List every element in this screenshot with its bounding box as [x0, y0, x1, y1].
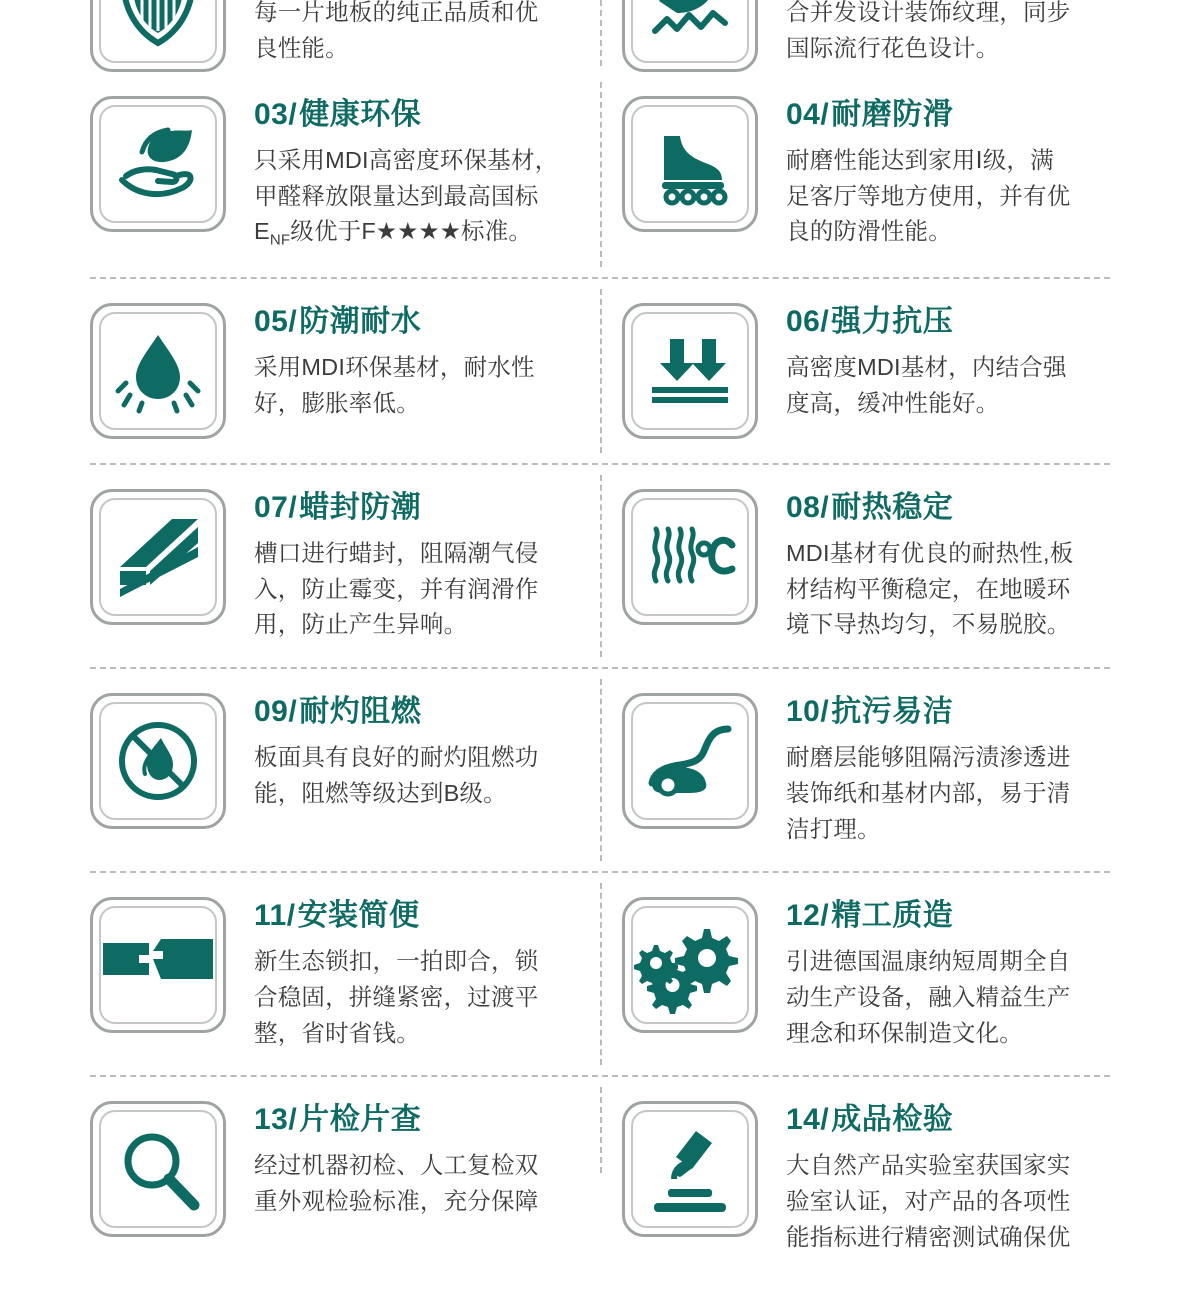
feature-card-09: [90, 669, 600, 871]
feature-text-06: [758, 303, 1067, 421]
feature-desc-10: 耐磨层能够阻隔污渍渗透进 装饰纸和基材内部，易于清 洁打理。: [786, 744, 1071, 842]
feature-desc-01: 每一片地板的纯正品质和优 良性能。: [254, 0, 539, 61]
feature-text-12: [758, 897, 1070, 1051]
feature-card-01: [90, 0, 600, 72]
feature-title-13: 13/片检片查: [254, 1103, 422, 1137]
feature-text-03: [226, 96, 558, 253]
feature-row-6: [90, 871, 1110, 1075]
feature-title-10: 10/抗污易洁: [786, 695, 954, 729]
feature-title-03: 03/健康环保: [254, 98, 422, 131]
feature-title-14: 14/成品检验: [786, 1103, 954, 1137]
feature-row-5: [90, 667, 1110, 871]
feature-grid: [0, 72, 1200, 1250]
compression-arrows-icon: [622, 303, 758, 439]
feature-row-partial-top: [90, 0, 1110, 72]
feature-desc-08: MDI基材有优良的耐热性,板 材结构平衡稳定，在地暖环 境下导热均匀，不易脱胶。: [786, 539, 1074, 638]
feature-desc-07: 槽口进行蜡封，阻隔潮气侵 入，防止霉变，并有润滑作 用，防止产生异响。: [254, 539, 539, 638]
feature-desc-04: 耐磨性能达到家用Ⅰ级，满 足客厅等地方使用，并有优 良的防滑性能。: [786, 147, 1071, 245]
feature-title-08: 08/耐热稳定: [786, 490, 954, 524]
feature-desc-12: 引进德国温康纳短周期全自 动生产设备，融入精益生产 理念和环保制造文化。: [786, 948, 1071, 1046]
feature-card-08: [600, 465, 1110, 667]
feature-card-11: [90, 873, 600, 1075]
feature-text-04: [758, 96, 1070, 250]
feature-desc-09: 板面具有良好的耐灼阻燃功 能，阻燃等级达到B级。: [254, 744, 539, 806]
heat-celsius-icon: [622, 489, 758, 625]
feature-text-01: [226, 0, 538, 66]
roller-skate-icon: [622, 96, 758, 232]
lock-joint-icon: [90, 897, 226, 1033]
plank-wax-icon: [90, 489, 226, 625]
feature-desc-03: 只采用MDI高密度环保基材， 甲醛释放限量达到最高国标 $E_{NF}$级优于F★★★★标准。: [254, 147, 559, 250]
gears-icon: [622, 897, 758, 1033]
feature-card-06: [600, 279, 1110, 463]
feature-desc-02: 合并发设计装饰纹理，同步 国际流行花色设计。: [786, 0, 1071, 61]
feature-title-09: 09/耐灼阻燃: [254, 695, 422, 729]
feature-row-2: [90, 72, 1110, 277]
hand-leaf-icon: [90, 96, 226, 232]
feature-card-14: [600, 1077, 1110, 1250]
feature-text-11: [226, 897, 538, 1051]
feature-desc-06: 高密度MDI基材，内结合强 度高，缓冲性能好。: [786, 353, 1067, 416]
feature-text-02: [758, 0, 1070, 66]
feature-title-11: 11/安装简便: [254, 899, 420, 933]
feature-row-partial-bottom: [90, 1075, 1110, 1250]
feature-text-08: [758, 489, 1073, 643]
feature-title-05: 05/防潮耐水: [254, 304, 422, 338]
feature-title-04: 04/耐磨防滑: [786, 98, 954, 131]
feature-text-05: [226, 303, 535, 421]
feature-card-05: [90, 279, 600, 463]
feature-text-07: [226, 489, 538, 643]
feature-card-10: [600, 669, 1110, 871]
feature-desc-05: 采用MDI环保基材，耐水性 好，膨胀率低。: [254, 353, 535, 416]
leaf-pattern-icon: [622, 0, 758, 72]
feature-desc-13: 经过机器初检、人工复检双 重外观检验标准，充分保障: [254, 1152, 539, 1215]
microscope-icon: [622, 1101, 758, 1237]
feature-card-04: [600, 72, 1110, 277]
vacuum-cleaner-icon: [622, 693, 758, 829]
feature-row-3: [90, 277, 1110, 463]
shield-icon: [90, 0, 226, 72]
feature-title-07: 07/蜡封防潮: [254, 490, 422, 524]
feature-text-13: [226, 1101, 538, 1219]
feature-title-06: 06/强力抗压: [786, 304, 954, 338]
magnifier-icon: [90, 1101, 226, 1237]
feature-card-02: [600, 0, 1110, 72]
feature-text-09: [226, 693, 538, 811]
feature-card-03: [90, 72, 600, 277]
feature-card-12: [600, 873, 1110, 1075]
feature-card-07: [90, 465, 600, 667]
feature-card-13: [90, 1077, 600, 1215]
feature-title-12: 12/精工质造: [786, 899, 954, 933]
no-fire-icon: [90, 693, 226, 829]
feature-desc-14: 大自然产品实验室获国家实 验室认证，对产品的各项性 能指标进行精密测试确保优: [786, 1152, 1071, 1250]
feature-text-14: [758, 1101, 1070, 1255]
feature-desc-11: 新生态锁扣，一拍即合，锁 合稳固，拼缝紧密，过渡平 整，省时省钱。: [254, 948, 539, 1046]
feature-text-10: [758, 693, 1070, 847]
water-drop-icon: [90, 303, 226, 439]
feature-row-4: [90, 463, 1110, 667]
